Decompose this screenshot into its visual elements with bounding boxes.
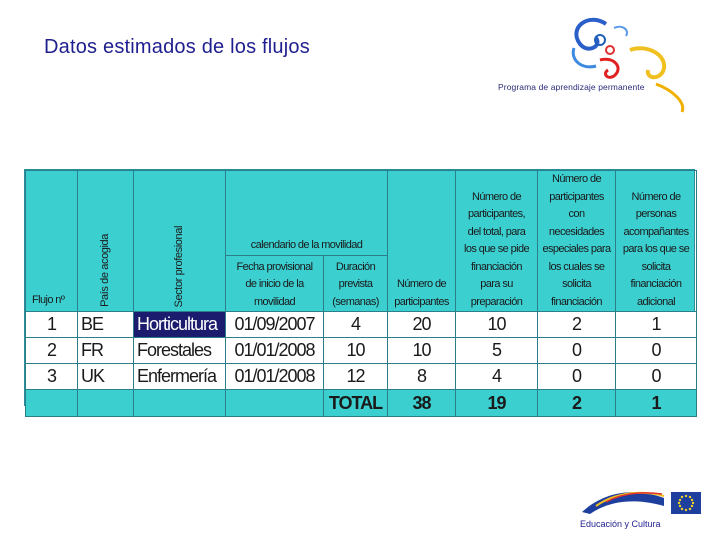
cell-duracion: 12 [324,364,388,390]
mobility-flows-table [24,169,695,413]
cell-flujo: 1 [26,312,78,338]
header-acomp-l5: solicita [641,260,671,273]
total-preparacion: 19 [456,390,538,417]
cell-necesidades: 0 [538,364,616,390]
header-nec-l8: financiación [551,295,602,308]
table-row [26,364,697,390]
total-acompanantes: 1 [616,390,697,417]
header-fecha [226,256,324,312]
cell-pais: FR [78,338,134,364]
header-nec-l4: necesidades [548,225,605,238]
cell-flujo: 2 [26,338,78,364]
cell-sector: Forestales [134,338,226,364]
cell-necesidades: 0 [538,338,616,364]
table-row [26,312,697,338]
header-acomp-l7: adicional [636,295,676,308]
header-acomp-l1: Número de [631,190,681,203]
table-row [26,338,697,364]
header-duracion-l3: (semanas) [332,295,379,308]
header-duracion-l2: prevista [338,278,373,290]
header-flujo-label: Flujo nº [32,293,65,306]
lifelong-learning-logo-icon [496,10,696,120]
cell-duracion: 10 [324,338,388,364]
header-fecha-l2: de inicio de la [245,278,304,290]
lifelong-learning-logo [496,10,696,120]
header-fin-l6: para su [480,278,513,290]
cell-acompanantes: 1 [616,312,697,338]
cell-pais: BE [78,312,134,338]
header-acompanantes [616,171,697,312]
cell-participantes: 8 [388,364,456,390]
header-nec-l5: especiales para [542,243,611,255]
page-title: Datos estimados de los flujos [44,36,310,58]
cell-fecha: 01/09/2007 [226,312,324,338]
cell-preparacion: 5 [456,338,538,364]
header-fecha-l3: movilidad [253,295,296,308]
total-row [26,390,697,417]
header-fin-l5: financiación [471,260,522,273]
cell-fecha: 01/01/2008 [226,364,324,390]
header-acomp-l2: personas [635,208,677,220]
cell-duracion: 4 [324,312,388,338]
header-fin-l2: participantes, [467,208,526,220]
education-culture-logo-text: Educación y Cultura [580,519,661,529]
total-label: TOTAL [324,390,388,417]
header-num-participantes-l1: Número de [396,278,446,290]
cell-necesidades: 2 [538,312,616,338]
lifelong-learning-logo-text: Programa de aprendizaje permanente [498,82,645,92]
header-nec-l1: Número de [551,173,601,185]
header-necesidades-especiales [538,171,616,312]
header-nec-l2: participantes [549,190,604,203]
cell-fecha: 01/01/2008 [226,338,324,364]
header-num-participantes [388,171,456,312]
empty-cell [78,390,134,417]
header-nec-l3: con [568,208,585,220]
empty-cell [226,390,324,417]
header-pais-label: País de acogida [98,234,111,307]
empty-cell [26,390,78,417]
header-calendario [226,171,388,256]
cell-sector: Horticultura [134,312,226,338]
header-acomp-l4: para los que se [622,243,690,255]
total-necesidades: 2 [538,390,616,417]
cell-participantes: 20 [388,312,456,338]
total-participantes: 38 [388,390,456,417]
header-acomp-l3: acompañantes [623,225,689,238]
header-nec-l6: los cuales se [548,260,605,273]
header-pais [78,171,134,312]
cell-preparacion: 10 [456,312,538,338]
header-financiacion-preparacion [456,171,538,312]
empty-cell [134,390,226,417]
header-sector [134,171,226,312]
cell-acompanantes: 0 [616,364,697,390]
header-fin-l4: los que se pide [464,243,529,255]
header-duracion [324,256,388,312]
header-sector-label: Sector profesional [172,225,185,307]
education-culture-logo [576,482,706,534]
header-acomp-l6: financiación [630,278,682,290]
cell-sector: Enfermería [134,364,226,390]
education-culture-logo-icon [576,482,706,518]
header-flujo [26,171,78,312]
header-nec-l7: solicita [562,278,591,290]
cell-participantes: 10 [388,338,456,364]
header-duracion-l1: Duración [335,260,376,273]
header-fin-l3: del total, para [467,225,526,238]
header-num-participantes-l2: participantes [394,295,449,308]
header-fin-l7: preparación [470,295,523,308]
header-fin-l1: Número de [471,190,521,203]
cell-preparacion: 4 [456,364,538,390]
cell-pais: UK [78,364,134,390]
header-calendario-label: calendario de la movilidad [250,238,363,251]
header-fecha-l1: Fecha provisional [236,260,313,273]
cell-flujo: 3 [26,364,78,390]
cell-acompanantes: 0 [616,338,697,364]
